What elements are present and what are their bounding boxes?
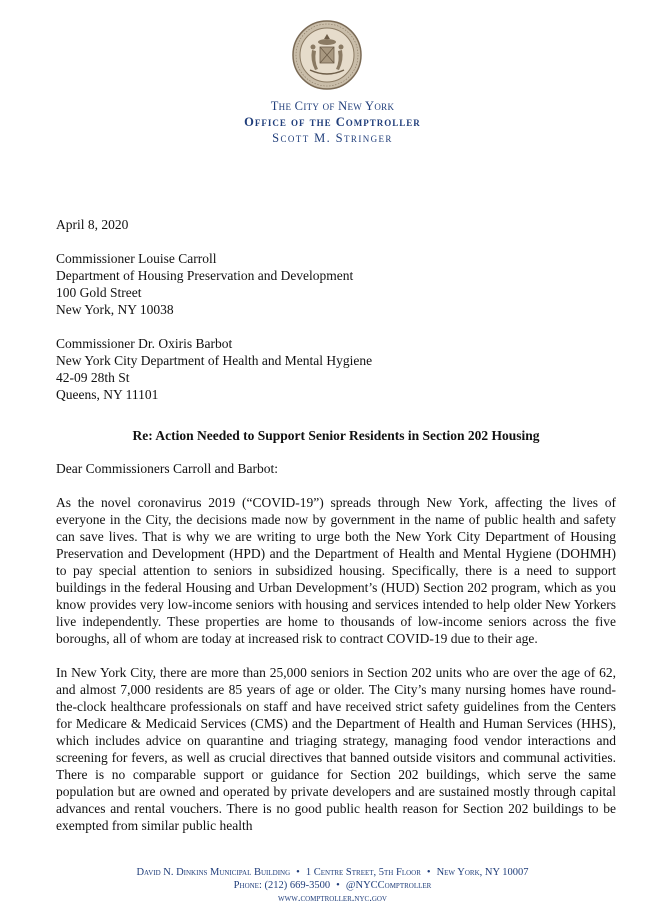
- separator: •: [296, 867, 300, 878]
- address-line: New York City Department of Health and Mental Hygiene: [56, 353, 373, 368]
- footer-building: David N. Dinkins Municipal Building: [136, 867, 291, 878]
- subject-line: Re: Action Needed to Support Senior Residents in Section 202 Housing: [132, 428, 540, 443]
- address-line: New York, NY 10038: [56, 302, 174, 317]
- letterhead-city: The City of New York: [270, 99, 395, 113]
- letter-body: [56, 216, 616, 834]
- paragraph-text: As the novel coronavirus 2019 (“COVID-19”) spreads through New York, affecting the lives of everyone in the City, the decisions made now by government in the name of public health and safety can save lives. That is why we are writing to urge both the New York City Department of Housing Preservation and Development (HPD) and the Department of Health and Mental Hygiene (DOHMH) to pay special attention to seniors in subsidized housing. Specifically, there is a need to support buildings in the federal Housing and Urban Development’s (HUD) Section 202 program, which as you know provides very low-income seniors with housing and services intended to help older New Yorkers live independently. These properties are home to thousands of low-income seniors across the five boroughs, all of whom are today at increased risk to contract COVID-19 due to their age.: [56, 495, 616, 646]
- separator: •: [426, 867, 431, 878]
- address-line: Queens, NY 11101: [56, 387, 159, 402]
- paragraph: [56, 664, 616, 834]
- address-line: 100 Gold Street: [56, 285, 142, 300]
- paragraph: [56, 494, 616, 647]
- recipient-1-address: [56, 250, 616, 318]
- footer-city: New York, NY 10007: [436, 867, 529, 878]
- paragraph-text: In New York City, there are more than 25,000 seniors in Section 202 units who are over the age of 62, and almost 7,000 residents are 85 years of age or older. The City’s many nursing homes have round-the-clock healthcare professionals on staff and have received strict safety guidelines from the Centers for Medicare & Medicaid Services (CMS) and the Department of Health and Human Services (HHS), which includes advice on quarantine and triaging strategy, managing food vendor interactions and screening for fevers, as well as crucial directives that banned outside visitors and communal activities. There is no comparable support or guidance for Section 202 buildings, which serve the same population but are owned and operated by private developers and are sustained mostly through capital advances and rental vouchers. There is no good public health reason for Section 202 buildings to be exempted from similar public health: [56, 665, 616, 833]
- letter-date: April 8, 2020: [56, 217, 129, 232]
- footer: [0, 866, 665, 905]
- address-line: 42-09 28th St: [56, 370, 130, 385]
- address-line: Commissioner Dr. Oxiris Barbot: [56, 336, 233, 351]
- address-line: Commissioner Louise Carroll: [56, 251, 217, 266]
- letterhead: [0, 98, 665, 146]
- letterhead-office: Office of the Comptroller: [244, 115, 421, 129]
- footer-handle: @NYCComptroller: [345, 880, 432, 891]
- salutation: Dear Commissioners Carroll and Barbot:: [56, 461, 278, 476]
- letterhead-name: Scott M. Stringer: [272, 131, 393, 145]
- separator: •: [336, 880, 340, 891]
- address-line: Department of Housing Preservation and Development: [56, 268, 354, 283]
- nyc-seal-icon: [292, 20, 362, 90]
- recipient-2-address: [56, 335, 616, 403]
- footer-phone: Phone: (212) 669-3500: [233, 880, 331, 891]
- footer-website[interactable]: www.comptroller.nyc.gov: [278, 893, 387, 904]
- footer-street: 1 Centre Street, 5th Floor: [305, 867, 421, 878]
